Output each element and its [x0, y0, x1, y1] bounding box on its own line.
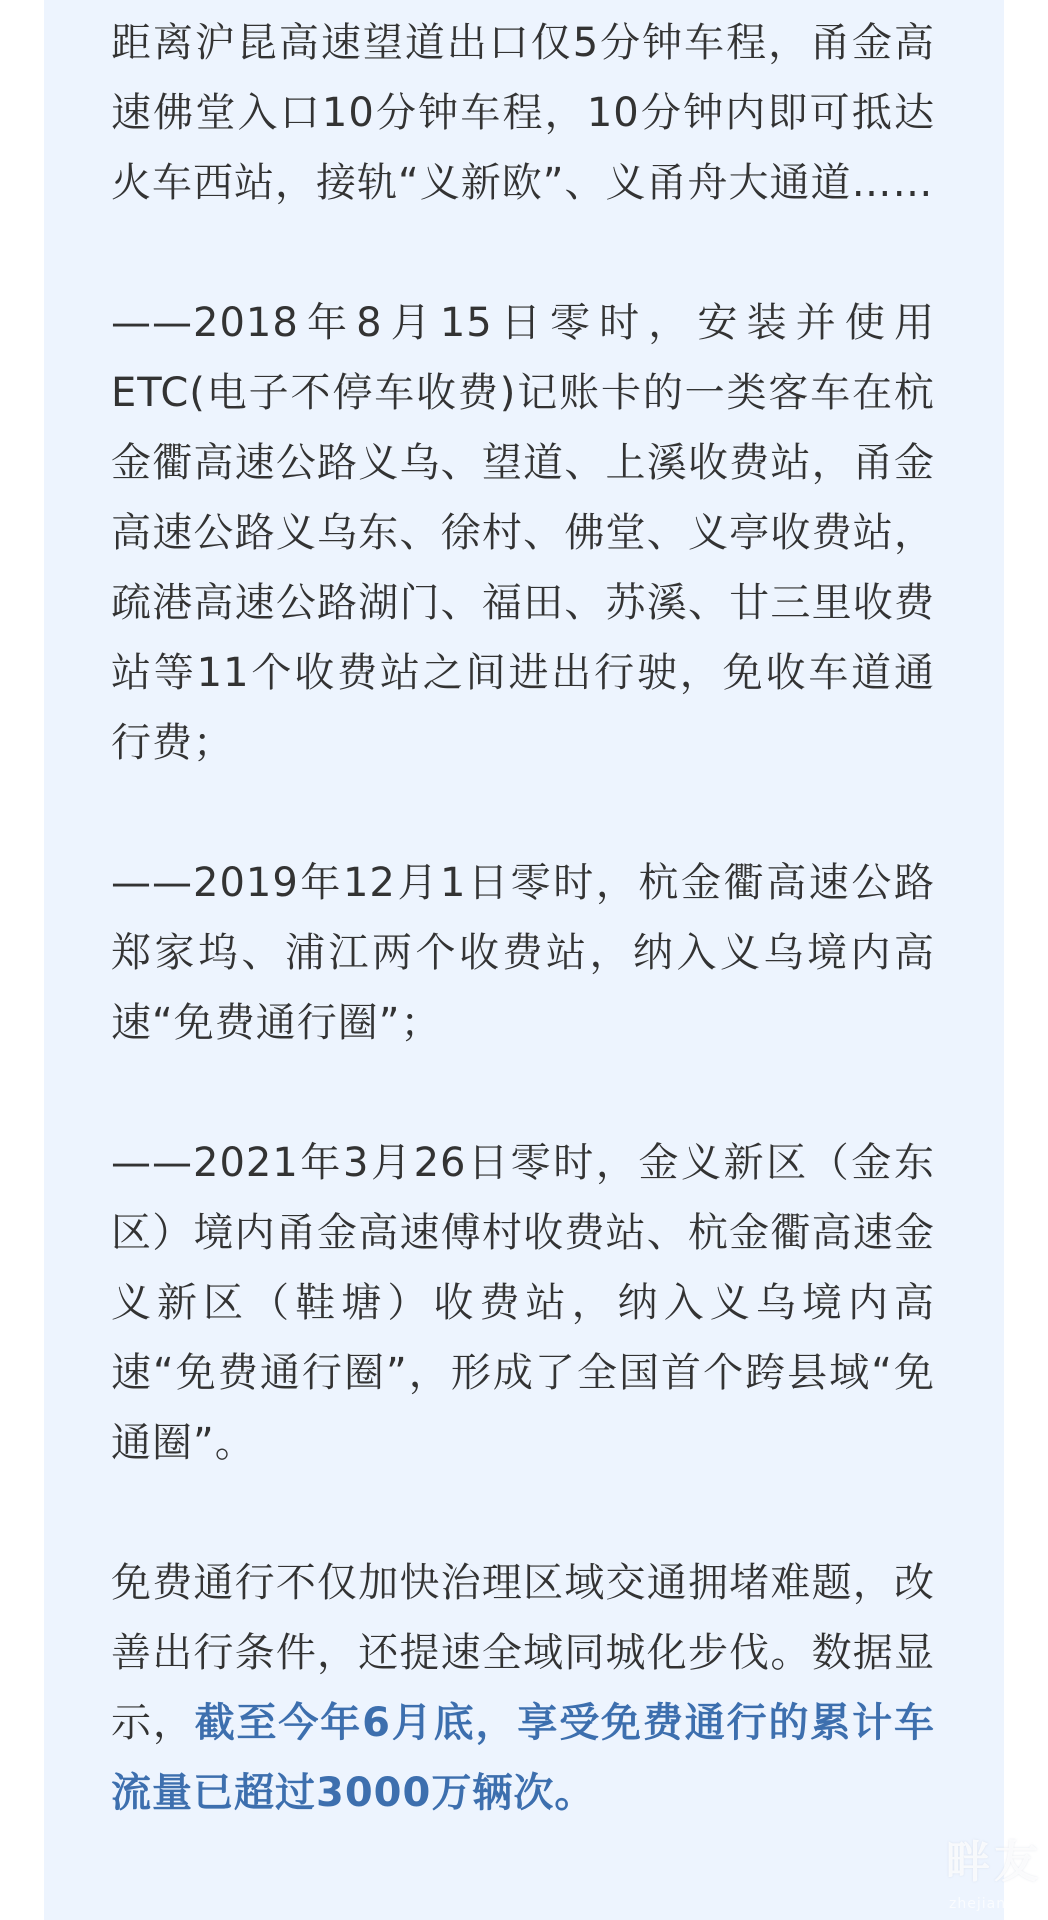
summary-highlight-text: 截至今年6月底，享受免费通行的累计车流量已超过3000万辆次。	[111, 1700, 935, 1816]
watermark-subtext: zhejiang.cn	[949, 1896, 1040, 1912]
paragraph-location: 距离沪昆高速望道出口仅5分钟车程，甬金高速佛堂入口10分钟车程，10分钟内即可抵达火车西站，接轨“义新欧”、义甬舟大通道……	[111, 20, 935, 206]
paragraph-2019-policy: ——2019年12月1日零时，杭金衢高速公路郑家坞、浦江两个收费站，纳入义乌境内高速“免费通行圈”；	[111, 860, 935, 1046]
paragraph-summary	[111, 1548, 935, 1828]
paragraph-2018-policy: ——2018年8月15日零时，安装并使用ETC(电子不停车收费)记账卡的一类客车在杭金衢高速公路义乌、望道、上溪收费站，甬金高速公路义乌东、徐村、佛堂、义亭收费站，疏港高速公路湖门、福田、苏溪、廿三里收费站等11个收费站之间进出行驶，免收车道通行费；	[111, 300, 935, 766]
article-body	[111, 8, 935, 1828]
watermark-logo: 畔友	[946, 1837, 1042, 1888]
summary-plain-text: 免费通行不仅加快治理区域交通拥堵难题，改善出行条件，还提速全域同城化步伐。数据显示，	[111, 1560, 935, 1746]
paragraph-2021-policy: ——2021年3月26日零时，金义新区（金东区）境内甬金高速傅村收费站、杭金衢高速金义新区（鞋塘）收费站，纳入义乌境内高速“免费通行圈”，形成了全国首个跨县域“免通圈”。	[111, 1140, 935, 1466]
